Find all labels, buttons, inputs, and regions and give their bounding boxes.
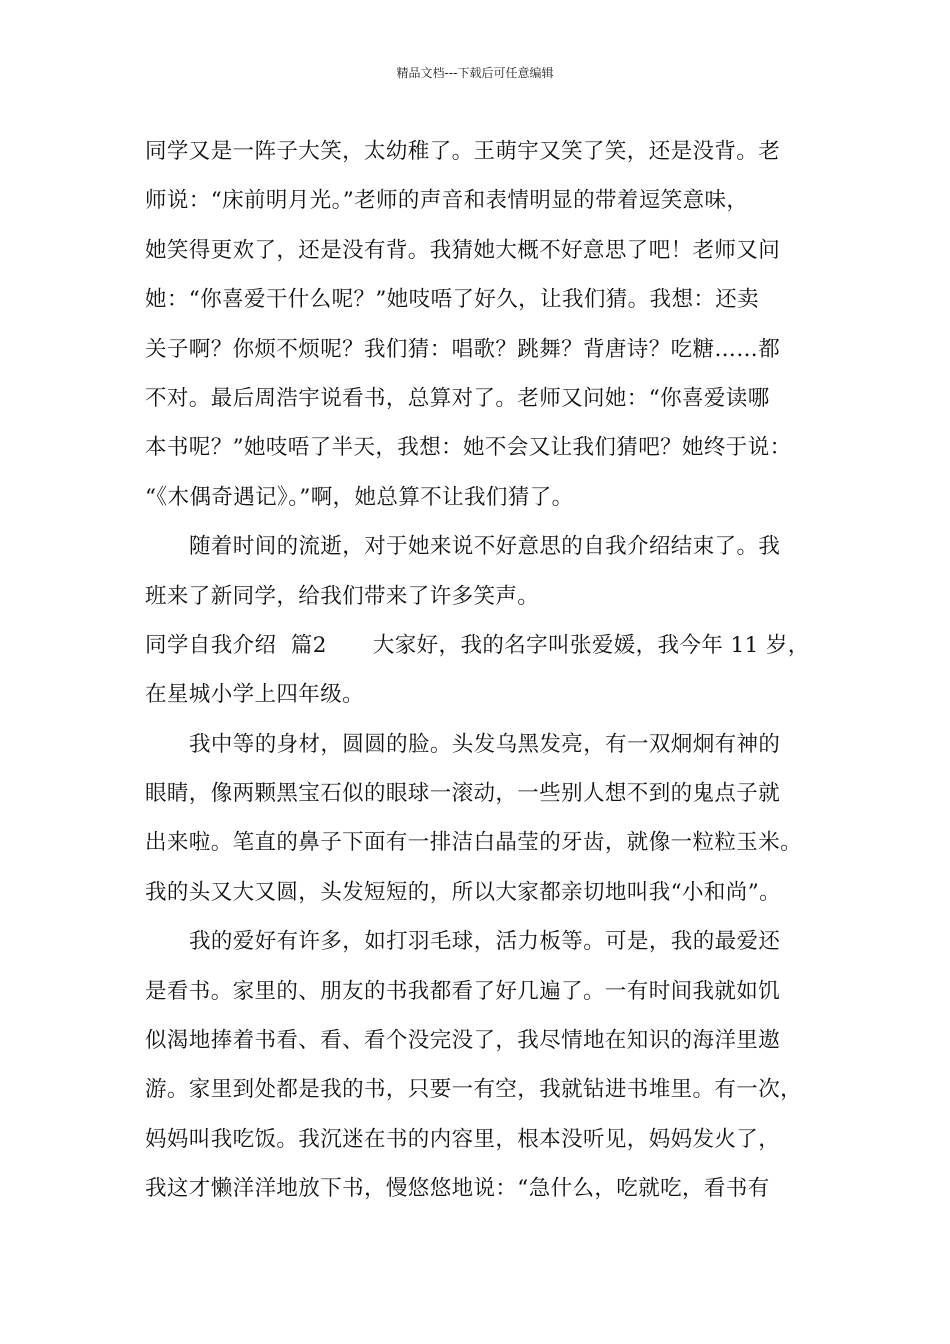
- text-line: 师说：“床前明月光。”老师的声音和表情明显的带着逗笑意味，: [145, 188, 749, 214]
- text-line: 我这才懒洋洋地放下书，慢悠悠地说：“急什么，吃就吃，看书有: [145, 1176, 770, 1202]
- text-line: 她：“你喜爱干什么呢？”她吱唔了好久，让我们猜。我想：还卖: [145, 287, 760, 313]
- text-line: 是看书。家里的、朋友的书我都看了好几遍了。一有时间我就如饥: [145, 978, 781, 1004]
- text-line: 她笑得更欢了，还是没有背。我猜她大概不好意思了吧！老师又问: [145, 237, 781, 263]
- text-line: “《木偶奇遇记》。”啊，她总算不让我们猜了。: [145, 484, 574, 510]
- text-line: 关子啊？你烦不烦呢？我们猜：唱歌？跳舞？背唐诗？吃糖……都: [145, 336, 781, 362]
- section-heading: 同学自我介绍 篇2: [145, 632, 327, 658]
- text-line: 在星城小学上四年级。: [145, 682, 365, 708]
- text-line: 游。家里到处都是我的书，只要一有空，我就钻进书堆里。有一次，: [145, 1077, 803, 1103]
- text-line: 不对。最后周浩宇说看书，总算对了。老师又问她：“你喜爱读哪: [145, 385, 770, 411]
- text-line: 我的头又大又圆，头发短短的，所以大家都亲切地叫我“小和尚”。: [145, 879, 781, 905]
- text-line: 出来啦。笔直的鼻子下面有一排洁白晶莹的牙齿，就像一粒粒玉米。: [145, 830, 803, 856]
- text-line: 我中等的身材，圆圆的脸。头发乌黑发亮，有一双炯炯有神的: [189, 731, 781, 757]
- document-body: [145, 132, 835, 1219]
- text-line: 随着时间的流逝，对于她来说不好意思的自我介绍结束了。我: [189, 534, 781, 560]
- text-line: 妈妈叫我吃饭。我沉迷在书的内容里，根本没听见，妈妈发火了，: [145, 1126, 781, 1152]
- section-heading-line: [145, 626, 835, 675]
- text-line: 眼睛，像两颗黑宝石似的眼球一滚动，一些别人想不到的鬼点子就: [145, 781, 781, 807]
- text-line: 本书呢？”她吱唔了半天，我想：她不会又让我们猜吧？她终于说：: [145, 435, 792, 461]
- text-line: 似渴地捧着书看、看、看个没完没了，我尽情地在知识的海洋里遨: [145, 1028, 781, 1054]
- text-line: 班来了新同学，给我们带来了许多笑声。: [145, 583, 540, 609]
- page-header: 精品文档---下载后可任意编辑: [396, 66, 554, 80]
- text-line: 同学又是一阵子大笑，太幼稚了。王萌宇又笑了笑，还是没背。老: [145, 139, 781, 164]
- text-line: 大家好，我的名字叫张爱媛，我今年 11 岁，: [372, 632, 810, 658]
- text-line: 我的爱好有许多，如打羽毛球，活力板等。可是，我的最爱还: [189, 929, 781, 955]
